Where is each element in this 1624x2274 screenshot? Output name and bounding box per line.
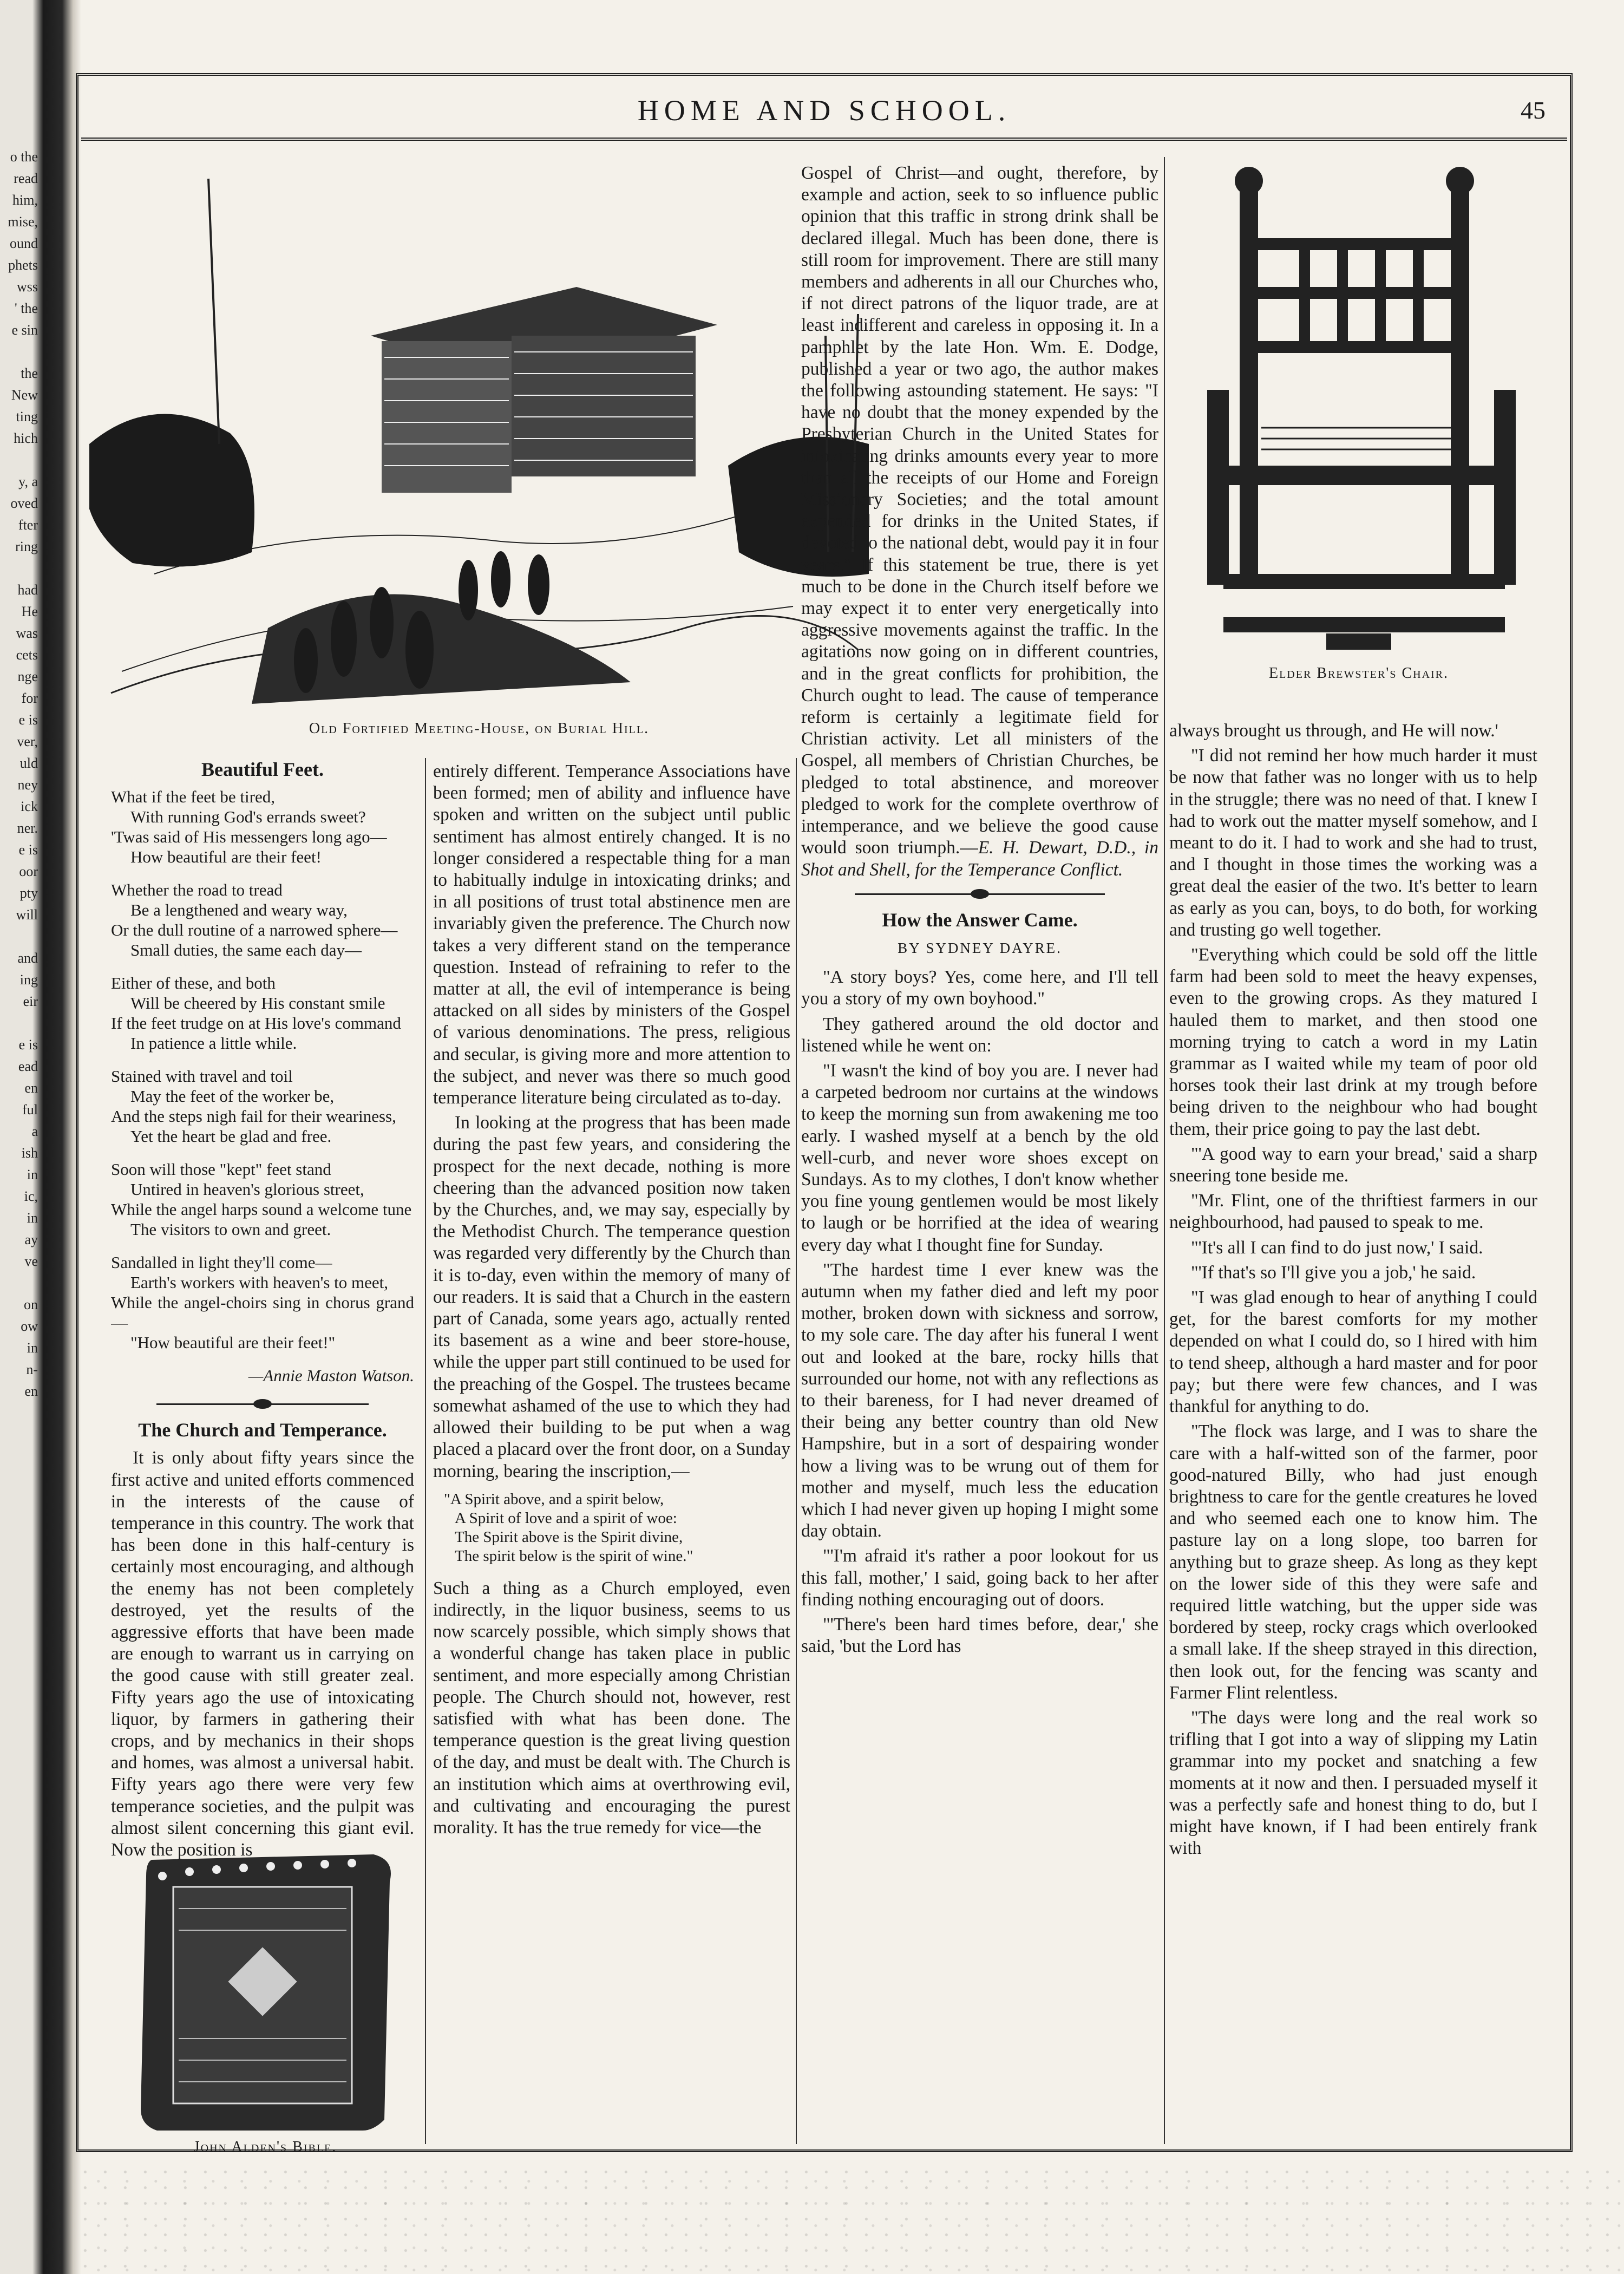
section-divider [156, 1397, 369, 1410]
poem-line: May the feet of the worker be, [130, 1087, 335, 1106]
poem-stanza [111, 973, 414, 1053]
article-title-temperance: The Church and Temperance. [138, 1419, 387, 1441]
margin-fragment: was [16, 625, 38, 641]
margin-fragment: ve [24, 1253, 38, 1269]
poem-line: "How beautiful are their feet!" [130, 1333, 336, 1352]
story-paragraph: They gathered around the old doctor and listened while he went on: [801, 1014, 1158, 1056]
poem-line: While the angel-choirs sing in chorus grand— [111, 1293, 414, 1332]
story-paragraph: "'I'm afraid it's rather a poor lookout for us this fall, mother,' I said, going back to her after finding nothing encouraging out of doors. [801, 1546, 1158, 1610]
article-source: E. H. Dewart, D.D., in Shot and Shell, for the Temperance Conflict. [801, 838, 1158, 880]
poem-line: Sandalled in light they'll come— [111, 1253, 332, 1272]
poem-line: Be a lengthened and weary way, [130, 900, 348, 920]
poem-stanza [111, 880, 414, 960]
margin-fragment: cets [16, 647, 38, 663]
column-1 [111, 755, 414, 2141]
verse-line: A Spirit of love and a spirit of woe: [455, 1509, 677, 1527]
poem-title: Beautiful Feet. [201, 759, 324, 780]
article-paragraph: In looking at the progress that has been made during the past few years, and considering the prospect for the next decade, nothing is more cheering than the advanced position now taken by the Churches, and, we may say, especially by the Methodist Church. The temperance question was regarded very differently by the Church than it is to-day, even within the memory of many of our readers. It is said that a Church in the eastern part of Canada, some years ago, actually rented its basement as a wine and beer store-house, while the upper part still continued to be used for the preaching of the Gospel. The trustees became somewhat ashamed of the use to which they had allowed their building to be put when a wag placed a placard over the front door, on a Sunday morning, bearing the inscription,— [433, 1113, 790, 1481]
margin-fragment: him, [12, 192, 38, 208]
column-4 [1169, 720, 1537, 2139]
margin-fragment: ish [21, 1145, 38, 1161]
poem-line: Whether the road to tread [111, 880, 283, 900]
poem-line: Or the dull routine of a narrowed sphere— [111, 920, 398, 940]
poem-stanza [111, 1252, 414, 1352]
story-paragraph: "I was glad enough to hear of anything I could get, for the barest comforts for my mother depended on what I could do, so I hired with him to tend sheep, although a hard master and for poor pay; but there were few chances, and I was thankful for anything to do. [1169, 1288, 1537, 1417]
margin-fragment: ing [19, 972, 38, 988]
margin-fragment: ner. [17, 820, 38, 836]
margin-fragment [0, 449, 38, 471]
verse-line: "A Spirit above, and a spirit below, [444, 1490, 664, 1508]
margin-fragment [0, 1012, 38, 1034]
poem-line: Earth's workers with heaven's to meet, [130, 1273, 389, 1292]
margin-fragment: ting [16, 409, 38, 424]
margin-fragment: e sin [11, 322, 38, 338]
bible-caption: John Alden's Bible. [193, 2139, 337, 2155]
margin-fragment: New [11, 387, 38, 403]
margin-fragment: ound [10, 236, 38, 251]
margin-fragment: the [21, 365, 38, 381]
article-paragraph: Such a thing as a Church employed, even indirectly, in the liquor business, seems to us now scarcely possible, which simply shows that a wonderful change has taken place in public sentiment, and more especially among Christian people. The Church should not, however, rest satisfied with what has been done. The temperance question is the great living question of the day, and must be dealt with. The Church is an institution which aims at overthrowing evil, and cultivating and encouraging the purest morality. It has the true remedy for vice—the [433, 1578, 790, 1838]
margin-fragment: ow [21, 1318, 38, 1334]
margin-fragment: o the [10, 149, 38, 165]
story-paragraph: "'It's all I can find to do just now,' I said. [1191, 1237, 1483, 1258]
chair-caption: Elder Brewster's Chair. [1268, 665, 1449, 682]
margin-fragment: ver, [17, 734, 38, 749]
poem-line: If the feet trudge on at His love's command [111, 1014, 401, 1033]
margin-fragment [0, 558, 38, 579]
margin-fragment: en [24, 1080, 38, 1096]
column-2 [433, 761, 790, 2141]
publication-title: HOME AND SCHOOL. [637, 94, 1011, 127]
margin-fragment: n- [26, 1362, 38, 1377]
column-rule [796, 758, 797, 2144]
verse-line: The spirit below is the spirit of wine." [455, 1547, 693, 1565]
page-number: 45 [1521, 96, 1546, 124]
poem-line: While the angel harps sound a welcome tune [111, 1200, 412, 1219]
column-3 [801, 162, 1158, 2139]
article-paragraph: entirely different. Temperance Associations have been formed; men of ability and influence have spoken and written on the subject until public sentiment has almost entirely changed. It is no longer considered a respectable thing for a man to habitually indulge in intoxicating drinks; and in all positions of trust total abstinence men are invariably given the preference. The Church now takes a very different stand on the temperance question. Instead of refraining to refer to the matter at all, the evil of intemperance is being attacked on all sides by ministers of the Gospel of various denominations. The press, religious and secular, is giving more and more attention to the subject, and never was there so much good temperance literature being circulated as to-day. [433, 761, 790, 1108]
margin-fragment: ney [17, 777, 38, 793]
margin-fragment: a [31, 1123, 38, 1139]
margin-fragment: ay [24, 1232, 38, 1247]
story-paragraph: "'If that's so I'll give you a job,' he said. [1191, 1262, 1476, 1283]
margin-fragment: e is [18, 1037, 38, 1053]
margin-fragment: y, a [18, 474, 38, 489]
story-paragraph: "I wasn't the kind of boy you are. I never had a carpeted bedroom nor curtains at the windows to keep the morning sun from awakening me too early. I washed myself at a bench by the old well-curb, and never wore shoes except on Sundays. As to my clothes, I don't know whether you fine young gentlemen would be most likely to laugh or be horrified at the idea of wearing every day what I thought fine for Sunday. [801, 1060, 1158, 1255]
story-byline: BY SYDNEY DAYRE. [898, 939, 1062, 956]
margin-fragment: ead [18, 1058, 38, 1074]
column-rule [425, 758, 426, 2144]
poem-line: In patience a little while. [130, 1034, 297, 1053]
story-paragraph: "'A good way to earn your bread,' said a sharp sneering tone beside me. [1169, 1143, 1537, 1186]
section-divider [855, 887, 1105, 900]
margin-fragment: ic, [24, 1188, 38, 1204]
chair-engraving [1191, 162, 1527, 661]
poem-line: What if the feet be tired, [111, 787, 275, 807]
margin-fragment: for [21, 690, 38, 706]
story-paragraph: "A story boys? Yes, come here, and I'll tell you a story of my own boyhood." [801, 967, 1158, 1009]
story-paragraph: "Everything which could be sold off the little farm had been sold to meet the heavy expenses, even to the growing crops. As they matured I hauled them to market, and then stood one morning trying to catch a word in my Latin grammar as I waited while my team of poor old horses took their last drink at my trough before being driven to the neighbour who had bought them, their price going to pay the last debt. [1169, 945, 1537, 1139]
margin-fragment: in [27, 1340, 38, 1356]
article-paragraph [801, 162, 1158, 881]
margin-fragment: on [24, 1297, 38, 1312]
margin-fragment: fter [18, 517, 38, 533]
margin-fragment: uld [19, 755, 38, 771]
margin-fragment: He [21, 604, 38, 619]
poem-stanza [111, 1066, 414, 1146]
meeting-house-caption: Old Fortified Meeting-House, on Burial Hill. [309, 720, 650, 737]
poem-line: Either of these, and both [111, 973, 276, 993]
margin-fragment: in [27, 1210, 38, 1226]
margin-fragment: eir [23, 994, 38, 1009]
margin-fragment: hich [14, 430, 38, 446]
story-paragraph: "Mr. Flint, one of the thriftiest farmers in our neighbourhood, had paused to speak to me. [1169, 1191, 1537, 1233]
margin-fragment: ful [22, 1102, 38, 1118]
poem-line: The visitors to own and greet. [130, 1220, 331, 1239]
margin-fragment: pty [19, 885, 38, 901]
poem-line: Stained with travel and toil [111, 1067, 293, 1086]
margin-fragment: read [14, 171, 38, 186]
margin-fragment: ' the [15, 300, 38, 316]
margin-fragment: will [16, 907, 38, 923]
poem-stanza [111, 1159, 414, 1239]
poem-line: Will be cheered by His constant smile [130, 994, 385, 1013]
story-paragraph: "The days were long and the real work so trifling that I got into a way of slipping my Latin grammar into my pocket and snatching a few moments at it now and then. I persuaded myself it was a perfectly safe and honest thing to do, but I might have known, if I had been entirely frank with [1169, 1707, 1537, 1859]
page-header [81, 89, 1567, 141]
margin-fragment: phets [8, 257, 38, 273]
previous-page-margin-text [0, 146, 38, 1879]
verse-line: The Spirit above is the Spirit divine, [455, 1528, 683, 1546]
poem-line: Small duties, the same each day— [130, 940, 362, 960]
poem-line: Untired in heaven's glorious street, [130, 1180, 364, 1199]
scan-speckle [81, 2166, 1624, 2274]
margin-fragment [0, 1272, 38, 1294]
margin-fragment: ick [21, 799, 38, 814]
margin-fragment: nge [17, 669, 38, 684]
placard-inscription [444, 1490, 790, 1566]
poem-line: With running God's errands sweet? [130, 807, 366, 827]
poem-line: Soon will those "kept" feet stand [111, 1160, 331, 1179]
story-paragraph: "The hardest time I ever knew was the autumn when my father died and left my poor mother, broken down with sickness and sorrow, to my sole care. The day after his funeral I went out and looked at the bare, rocky hills that surrounded our home, not with any reflections as to their bareness, for I had never dreamed of their being any better country than old New Hampshire, but in a sort of despairing wonder how a living was to be wrung out of them for mother and myself, much less the education which I had never given up hoping I might some day obtain. [801, 1259, 1158, 1541]
poem-line: 'Twas said of His messengers long ago— [111, 827, 387, 847]
column-rule [1164, 157, 1165, 2144]
poem-line: How beautiful are their feet! [130, 847, 322, 867]
margin-fragment [0, 926, 38, 948]
story-paragraph: "'There's been hard times before, dear,' she said, 'but the Lord has [801, 1615, 1158, 1657]
margin-fragment: in [27, 1167, 38, 1182]
story-paragraph: always brought us through, and He will now.' [1169, 721, 1498, 741]
poem-line: And the steps nigh fail for their weariness, [111, 1107, 396, 1126]
margin-fragment [0, 341, 38, 363]
margin-fragment: ring [15, 539, 38, 554]
poem-stanza [111, 787, 414, 867]
meeting-house-engraving [89, 162, 869, 704]
story-title: How the Answer Came. [882, 909, 1078, 931]
margin-fragment: mise, [8, 214, 38, 230]
poem-beautiful-feet [111, 787, 414, 1386]
margin-fragment: and [17, 950, 38, 966]
margin-fragment: oved [10, 495, 38, 511]
poem-signature: —Annie Maston Watson. [248, 1366, 414, 1386]
story-paragraph: "I did not remind her how much harder it must be now that father was no longer with us to help in the struggle; there was no need of that. I knew I had to work out the matter myself somehow, and I meant to do it. I had to work and she had to trust, and I thought in those times the working was a great deal the easier of the two. It's better to learn as early as you can, boys, to do both, for working and trusting go well together. [1169, 746, 1537, 940]
margin-fragment: en [24, 1383, 38, 1399]
margin-fragment: e is [18, 842, 38, 858]
margin-fragment: oor [19, 864, 38, 879]
margin-fragment: e is [18, 712, 38, 728]
article-paragraph: It is only about fifty years since the first active and united efforts commenced in the interests of the cause of temperance in this country. The work that has been done in this half-century is certainly most encouraging, and although the enemy has not been completely destroyed, yet the results of the aggressive efforts that have been made are enough to warrant us in carrying on the good cause with still greater zeal. Fifty years ago the use of intoxicating liquor, by farmers in gathering their crops, and by mechanics in their shops and homes, was almost a universal habit. Fifty years ago there were very few temperance societies, and the pulpit was almost silent concerning this giant evil. Now the position is [111, 1448, 414, 1860]
poem-line: Yet the heart be glad and free. [130, 1127, 332, 1146]
margin-fragment: had [17, 582, 38, 598]
article-text: Gospel of Christ—and ought, therefore, by example and action, seek to so influence public opinion that this traffic in strong drink shall be declared illegal. Much has been done, there is still room for improvement. There are still many members and adherents in all our Churches who, if not direct patrons of the liquor trade, are at least indifferent and careless in opposing it. In a pamphlet by the late Hon. Wm. E. Dodge, published a year or two ago, the author makes the following astounding statement. He says: "I have no doubt that the money expended by the Presbyterian Church in the United States for intoxicating drinks amounts every year to more than all the receipts of our Home and Foreign Missionary Societies; and the total amount expended for drinks in the United States, if devoted to the national debt, would pay it in four years." If this statement be true, there is yet much to be done in the Church itself before we may expect it to enter very energetically into aggressive movements against the traffic. In the agitations now going on in different countries, and in the great conflicts for prohibition, the Church ought to lead. The cause of temperance reform is certainly a legitimate field for Christian activity. Let all ministers of the Gospel, all members of Christian Churches, be pledged to total abstinence, and moreover pledged to work for the complete overthrow of intemperance, and we believe the good cause would soon triumph.— [801, 163, 1158, 858]
story-paragraph: "The flock was large, and I was to share the care with a half-witted son of the farmer, poor good-natured Billy, who had just enough brightness to care for the gentle creatures he loved and who seemed each one to know him. The pasture lay on a long slope, too barren for anything but to graze sheep. As long as they kept on the lower side of this they were safe and required little watching, but the upper side was bordered by steep, rocky crags which overlooked a small lake. If the sheep strayed in this direction, then look out, for the fencing was scanty and Farmer Flint relentless. [1169, 1421, 1537, 1703]
margin-fragment: wss [16, 279, 38, 295]
